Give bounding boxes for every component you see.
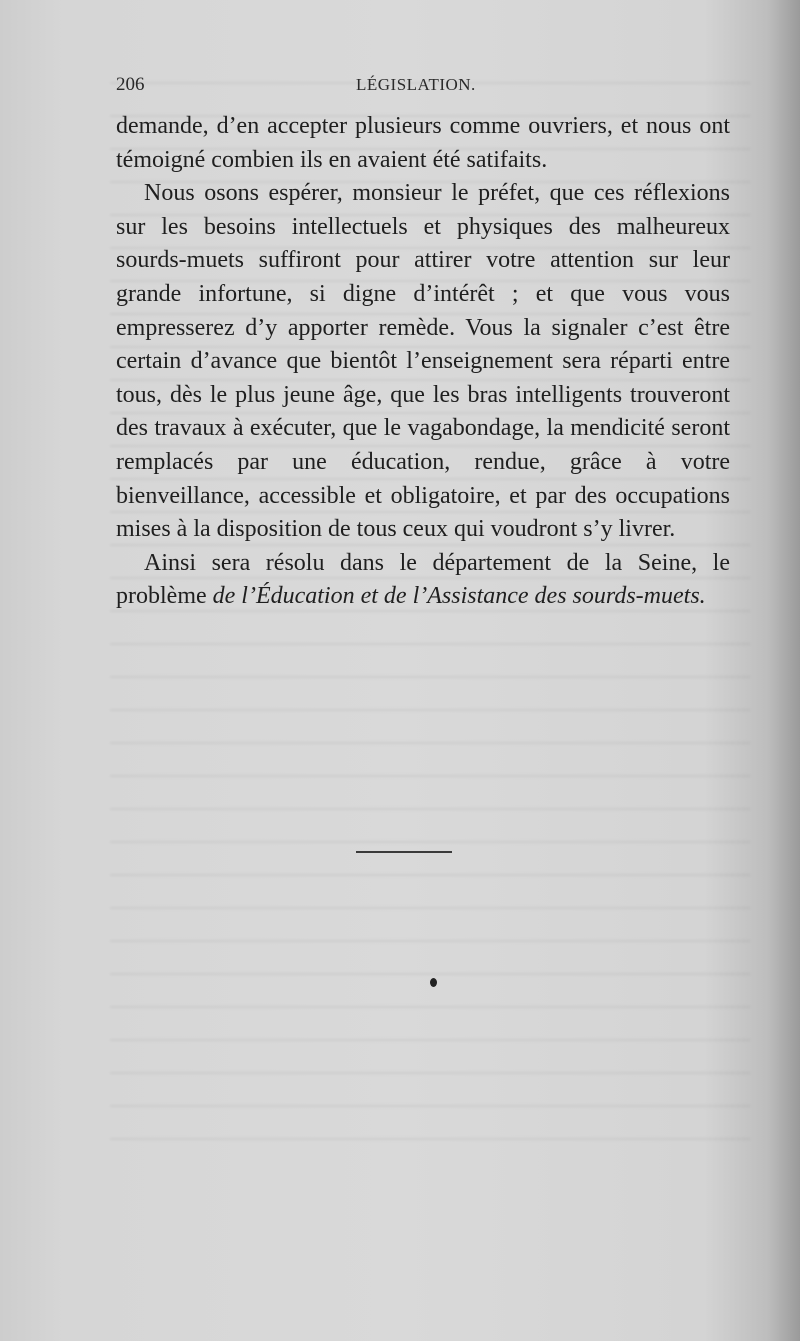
ink-dot [430, 978, 437, 987]
paragraph-3-text: Ainsi sera résolu dans le département de la Seine, le problème [116, 549, 730, 610]
paragraph-3 [116, 547, 730, 614]
running-head: LÉGISLATION. [356, 75, 476, 94]
paragraph-2: Nous osons espérer, monsieur le préfet, que ces réflexions sur les besoins intellectuels et physiques des malheureux sourds-muets suffiront pour attirer votre attention sur leur grande infortune, si digne d’intérêt ; et que vous vous empresserez d’y apporter remède. Vous la signaler c’est être certain d’avance que bientôt l’enseignement sera réparti entre tous, dès le plus jeune âge, que les bras intelligents trouveront des travaux à exécuter, que le vagabondage, la mendicité seront remplacés par une éducation, rendue, grâce à votre bienveillance, accessible et obligatoire, et par des occupations mises à la disposition de tous ceux qui voudront s’y livrer. [116, 180, 730, 543]
section-end-rule [356, 851, 452, 853]
page-header [116, 74, 728, 102]
page-number: 206 [116, 74, 145, 95]
paragraph-3-italic: de l’Éducation et de l’Assistance des sourds-muets. [212, 583, 706, 610]
paragraph-1: demande, d’en accepter plusieurs comme ouvriers, et nous ont témoigné combien ils en avaient été satifaits. [116, 113, 730, 173]
body-text [116, 110, 730, 614]
